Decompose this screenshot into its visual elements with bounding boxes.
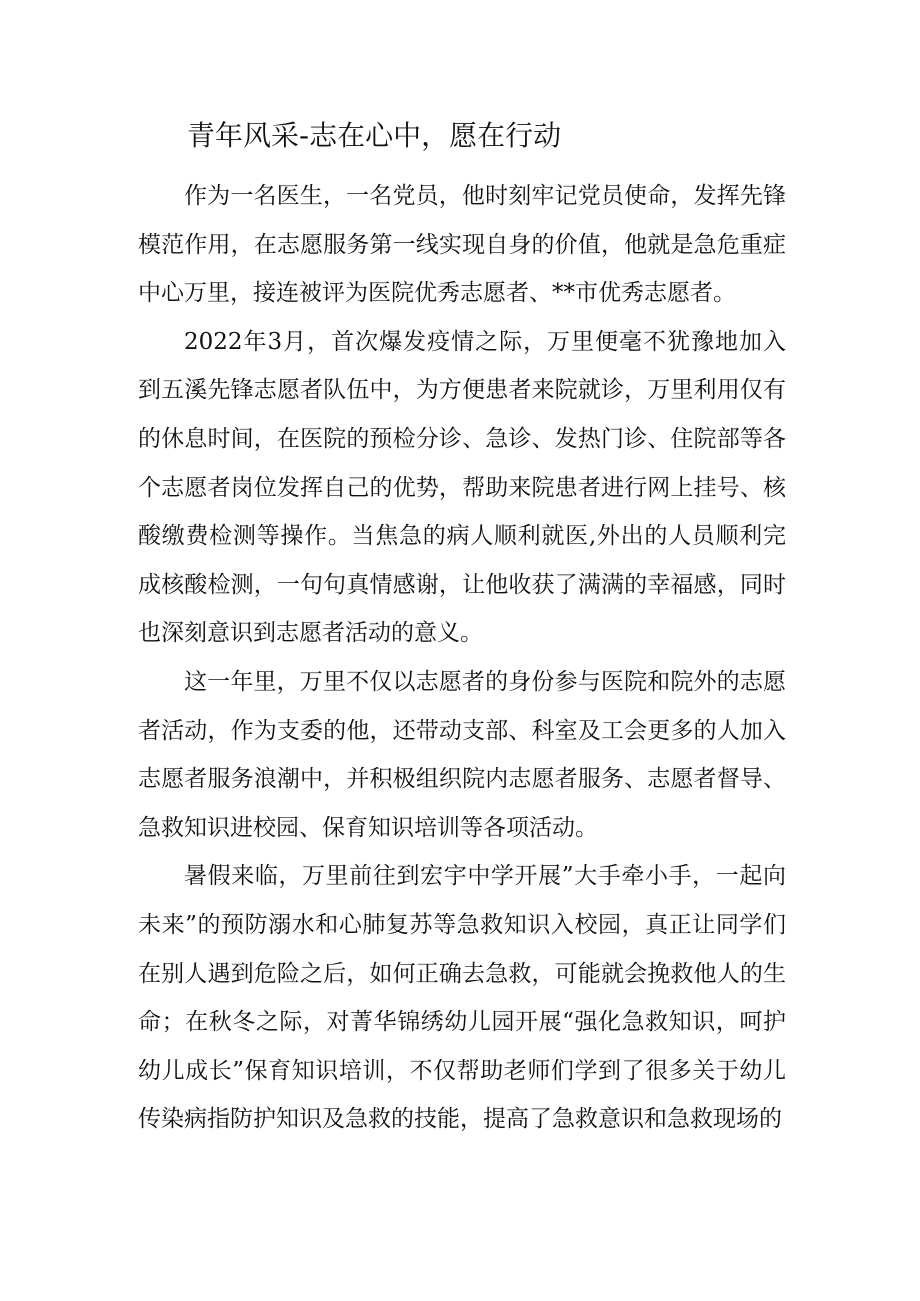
paragraph-3: 这一年里，万里不仅以志愿者的身份参与医院和院外的志愿者活动，作为支委的他，还带动支部、科室及工会更多的人加入志愿者服务浪潮中，并积极组织院内志愿者服务、志愿者督导、急救知识进校园、保育知识培训等各项活动。: [138, 668, 786, 841]
paragraph-2: 2022年3月，首次爆发疫情之际，万里便毫不犹豫地加入到五溪先锋志愿者队伍中，为方便患者来院就诊，万里利用仅有的休息时间，在医院的预检分诊、急诊、发热门诊、住院部等各个志愿者岗位发挥自己的优势，帮助来院患者进行网上挂号、核酸缴费检测等操作。当焦急的病人顺利就医,外出的人员顺利完成核酸检测，一句句真情感谢，让他收获了满满的幸福感，同时也深刻意识到志愿者活动的意义。: [138, 328, 786, 647]
paragraph-4: 暑假来临，万里前往到宏宇中学开展”大手牵小手，一起向未来”的预防溺水和心肺复苏等急救知识入校园，真正让同学们在别人遇到危险之后，如何正确去急救，可能就会挽救他人的生命；在秋冬之际，对菁华锦绣幼儿园开展“强化急救知识，呵护幼儿成长”保育知识培训，不仅帮助老师们学到了很多关于幼儿传染病指防护知识及急救的技能，提高了急救意识和急救现场的: [138, 863, 786, 1133]
document-body: [138, 172, 786, 1144]
document-title: 青年风采-志在心中，愿在行动: [187, 119, 562, 152]
paragraph-1: 作为一名医生，一名党员，他时刻牢记党员使命，发挥先锋模范作用，在志愿服务第一线实现自身的价值，他就是急危重症中心万里，接连被评为医院优秀志愿者、**市优秀志愿者。: [138, 183, 786, 307]
